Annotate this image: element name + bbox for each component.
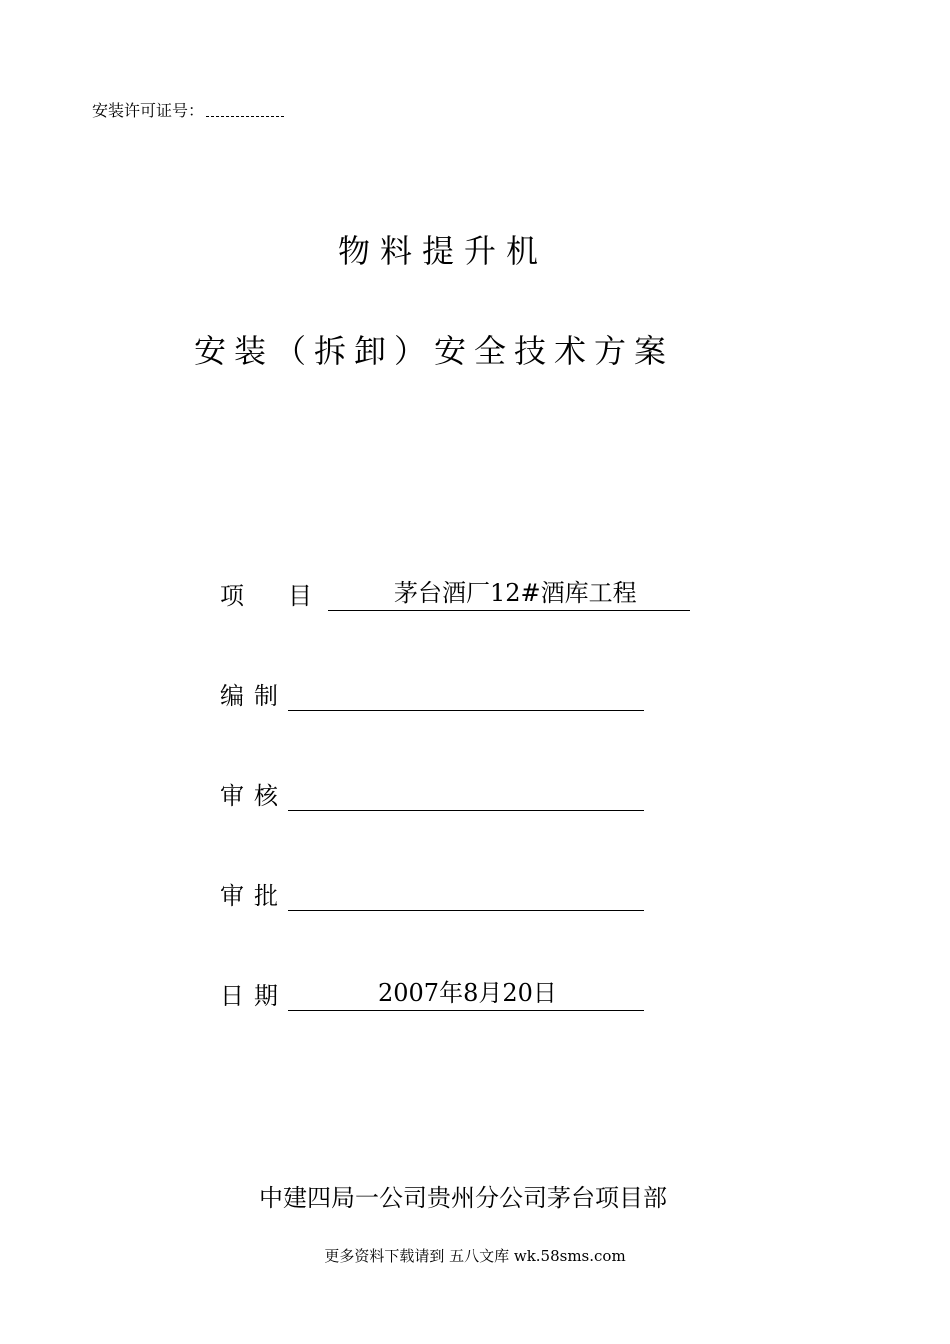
- field-compiled-label: 编制: [220, 682, 288, 710]
- field-approved-line: [288, 882, 644, 911]
- field-project-line: [328, 579, 690, 611]
- field-reviewed: [220, 776, 644, 811]
- field-project: [220, 576, 690, 611]
- permit-number: [92, 98, 284, 121]
- permit-label: 安装许可证号：: [92, 101, 205, 120]
- permit-blank-line: [206, 106, 284, 117]
- field-reviewed-line: [288, 782, 644, 811]
- field-compiled-line: [288, 682, 644, 711]
- field-date-value: 2007年8月20日: [378, 979, 557, 1007]
- document-subtitle: 安装（拆卸）安全技术方案: [193, 332, 674, 370]
- field-date-label: 日期: [220, 982, 288, 1010]
- field-compiled: [220, 676, 644, 711]
- field-date-line: [288, 979, 644, 1011]
- document-title: 物料提升机: [337, 232, 548, 270]
- download-notice: 更多资料下载请到 五八文库 wk.58sms.com: [324, 1247, 626, 1265]
- field-approved-label: 审批: [220, 882, 288, 910]
- field-project-label: 项 目: [220, 582, 322, 610]
- field-reviewed-label: 审核: [220, 782, 288, 810]
- field-date: [220, 976, 644, 1011]
- organization-name: 中建四局一公司贵州分公司茅台项目部: [259, 1184, 667, 1212]
- field-project-value: 茅台酒厂12#酒库工程: [394, 579, 637, 607]
- field-approved: [220, 876, 644, 911]
